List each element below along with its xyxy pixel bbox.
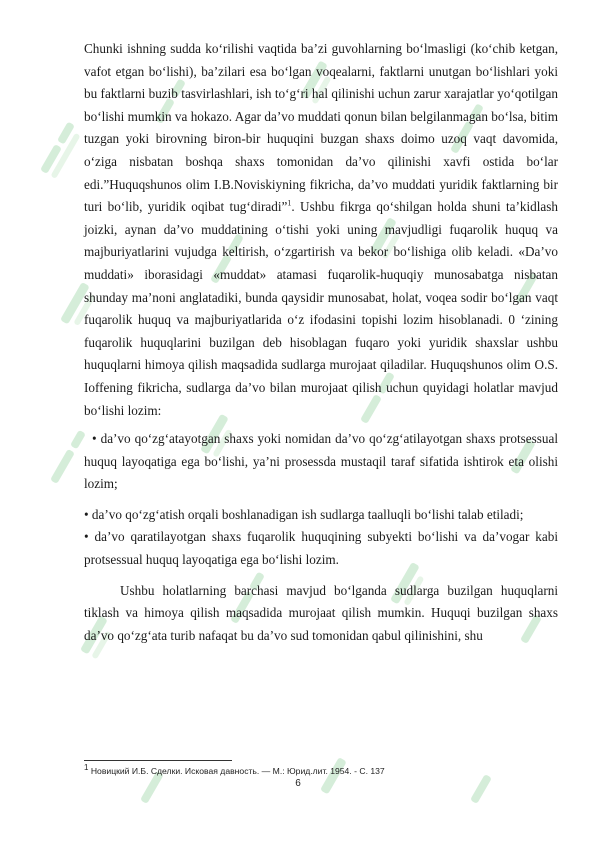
paragraph-1-text: Chunki ishning sudda ko‘rilishi vaqtida ba’zi guvohlarning bo‘lmasligi (ko‘chib ketgan, vafot etgan bo‘lishi), ba’zilari esa bo‘lgan voqealarni, faktlarni unutgan bo‘lishlari yoki bu faktlarni buzib tasvirlashlari, ish to‘g‘ri hal qilinishi uchun zarur xarajatlar yo‘qotilgan bo‘lishi mumkin va hokazo. Agar da’vo muddati qonun bilan belgilanmagan bo‘lsa, bitim tuzgan yoki birovning biron-bir huquqini buzgan shaxs doimo uzoq vaqt davomida, o‘ziga nisbatan boshqa shaxs tomonidan da’vo qilinishi xavfi ostida bo‘lar edi.”Huquqshunos olim I.B.Noviskiyning fikricha, da’vo muddati yuridik faktlarning bir turi bo‘lib, yuridik oqibat tug‘diradi” <box>84 41 558 215</box>
list-item: • da’vo qo‘zg‘atish orqali boshlanadigan ish sudlarga taalluqli bo‘lishi talab etiladi; <box>84 506 524 522</box>
watermark-mark-1 <box>40 122 84 179</box>
document-body <box>84 38 558 647</box>
footnote-reference[interactable]: 1 <box>287 198 292 208</box>
footnote-number: 1 <box>84 763 89 773</box>
watermark-mark-9 <box>50 430 86 484</box>
paragraph-2-text: . Ushbu fikrga qo‘shilgan holda shuni ta’kidlash joizki, aynan da’vo muddatining o‘tishi yoki uning mavjudligi fuqarolik huquq va majburiyatlarini vujudga keltirish, o‘zgartirish va bekor bo‘lishiga olib keladi. «Da’vo muddati» iborasidagi «muddat» atamasi fuqarolik-huquqiy munosabatga nisbatan shunday ma’noni anglatadiki, bunda qaysidir munosabat, holat, voqea sodir bo‘lgan vaqt fuqarolik huquq va majburiyatlarida o‘z ifodasini topishi lozim hisoblanadi. 0 ‘zining fuqarolik huquqlarini buzilgan deb hisoblagan fuqaro yoki yuridik shaxslar ushbu huquqlarni himoya qilish maqsadida sudlarga murojaat qiladilar. Huquqshunos olim O.S. Ioffening fikricha, sudlarga da’vo bilan murojaat qilish uchun quyidagi holatlar mavjud bo‘lishi lozim: <box>84 199 558 418</box>
paragraph-main <box>84 38 558 422</box>
footnote <box>84 763 558 777</box>
paragraph-closing: Ushbu holatlarning barchasi mavjud bo‘lganda sudlarga buzilgan huquqlarni tiklash va himoya qilish maqsadida murojaat qilish mumkin. Huquqi buzilgan shaxs da’vo qo‘zg‘ata turib nafaqat bu da’vo sud tomonidan qabul qilinishini, shu <box>84 582 558 643</box>
list-item: • da’vo qaratilayotgan shaxs fuqarolik huquqining subyekti bo‘lishi va da’vogar kabi protsessual huquq layoqatiga ega bo‘lishi lozim. <box>84 529 558 568</box>
list-item: • da’vo qo‘zg‘atayotgan shaxs yoki nomidan da’vo qo‘zg‘atilayotgan shaxs protsessual huquq layoqatiga ega bo‘lishi, ya’ni prosessda mustaqil taraf sifatida ishtirok eta olishi lozim; <box>84 431 558 492</box>
page-number: 6 <box>295 778 301 789</box>
footnote-text: Новицкий И.Б. Сделки. Исковая давность. — М.: Юрид.лит. 1954. - С. 137 <box>88 766 385 776</box>
footnote-divider <box>84 760 232 761</box>
